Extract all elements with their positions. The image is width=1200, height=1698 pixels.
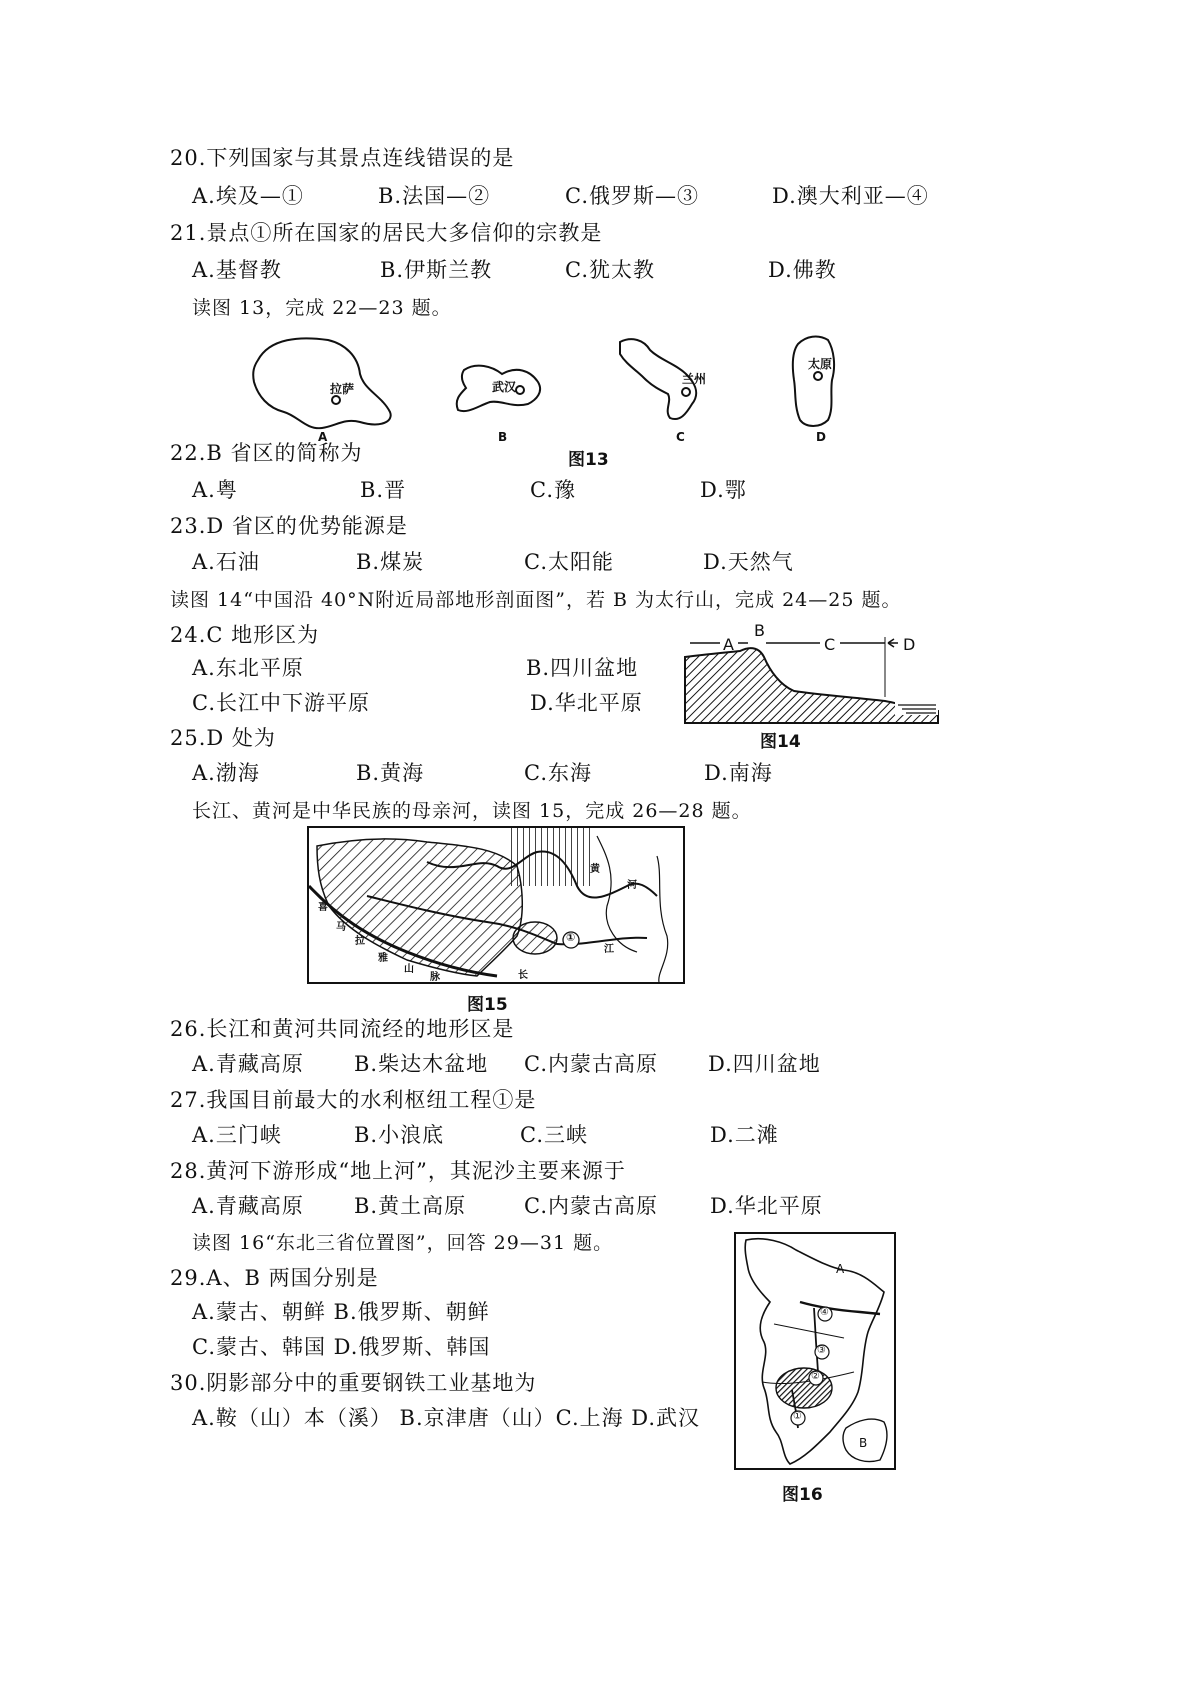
- map15-label-shan: 山: [404, 964, 414, 975]
- figure-13-caption: 图13: [568, 450, 609, 470]
- province-b-letter: B: [498, 430, 508, 444]
- q20-option-a: A.埃及—①: [192, 184, 304, 208]
- q24-option-d: D.华北平原: [530, 691, 643, 715]
- q28-option-c: C.内蒙古高原: [524, 1194, 658, 1218]
- q23-option-a: A.石油: [192, 550, 260, 574]
- q28-option-d: D.华北平原: [710, 1194, 823, 1218]
- map16-label-2: ②: [811, 1371, 820, 1382]
- q29-stem: 29.A、B 两国分别是: [170, 1266, 379, 1290]
- map15-label-ma: 马: [336, 922, 346, 933]
- figure-15-rivers-map: [307, 826, 685, 984]
- q23-option-c: C.太阳能: [524, 550, 614, 574]
- q23-option-d: D.天然气: [703, 550, 794, 574]
- figure-14-terrain-profile: [680, 615, 940, 725]
- province-d-city-label: 太原: [808, 357, 833, 371]
- q27-option-a: A.三门峡: [192, 1123, 282, 1147]
- q22-option-b: B.晋: [360, 478, 407, 502]
- q25-option-b: B.黄海: [356, 761, 425, 785]
- q20-stem: 20.下列国家与其景点连线错误的是: [170, 146, 515, 170]
- intro-fig16: 读图 16“东北三省位置图”，回答 29—31 题。: [192, 1232, 614, 1254]
- province-c-letter: C: [676, 430, 685, 444]
- map15-label-xi: 喜: [318, 902, 328, 913]
- profile-label-d: D: [903, 635, 916, 654]
- q25-stem: 25.D 处为: [170, 726, 276, 750]
- q27-stem: 27.我国目前最大的水利枢纽工程①是: [170, 1088, 537, 1112]
- province-d-letter: D: [816, 430, 826, 444]
- q22-stem: 22.B 省区的简称为: [170, 441, 363, 465]
- q20-option-c: C.俄罗斯—③: [565, 184, 699, 208]
- map15-label-jiang: 江: [604, 944, 614, 955]
- q25-option-c: C.东海: [524, 761, 592, 785]
- figure-16-northeast-map: [734, 1232, 896, 1470]
- q29-options-line-2: C.蒙古、韩国 D.俄罗斯、韩国: [192, 1335, 491, 1359]
- q24-option-b: B.四川盆地: [526, 656, 639, 680]
- q28-option-b: B.黄土高原: [354, 1194, 467, 1218]
- q24-option-a: A.东北平原: [192, 656, 304, 680]
- intro-fig14: 读图 14“中国沿 40°N附近局部地形剖面图”，若 B 为太行山，完成 24—25 题。: [170, 589, 902, 611]
- map15-label-he: 河: [627, 880, 637, 891]
- q30-options-line: A.鞍（山）本（溪） B.京津唐（山）C.上海 D.武汉: [192, 1406, 701, 1430]
- q26-option-b: B.柴达木盆地: [354, 1052, 489, 1076]
- q23-stem: 23.D 省区的优势能源是: [170, 514, 408, 538]
- figure-14-caption: 图14: [760, 732, 801, 752]
- q23-option-b: B.煤炭: [356, 550, 425, 574]
- q24-option-c: C.长江中下游平原: [192, 691, 370, 715]
- province-map-a: [253, 338, 390, 428]
- map16-label-a: A: [836, 1262, 845, 1276]
- q21-option-b: B.伊斯兰教: [380, 258, 493, 282]
- profile-label-a: A: [723, 635, 734, 654]
- map15-label-dam-1: ①: [566, 931, 576, 944]
- province-a-letter: A: [318, 430, 328, 444]
- q26-stem: 26.长江和黄河共同流经的地形区是: [170, 1017, 515, 1041]
- q28-option-a: A.青藏高原: [192, 1194, 304, 1218]
- q26-option-a: A.青藏高原: [192, 1052, 304, 1076]
- province-c-city-label: 兰州: [682, 372, 707, 386]
- intro-fig13: 读图 13，完成 22—23 题。: [192, 297, 452, 319]
- map15-label-la: 拉: [355, 936, 365, 947]
- q24-stem: 24.C 地形区为: [170, 623, 320, 647]
- profile-label-b: B: [754, 621, 765, 640]
- q21-option-d: D.佛教: [768, 258, 837, 282]
- q25-option-d: D.南海: [704, 761, 773, 785]
- q21-stem: 21.景点①所在国家的居民大多信仰的宗教是: [170, 221, 603, 245]
- q22-option-a: A.粤: [192, 478, 238, 502]
- map16-label-1: ①: [793, 1411, 802, 1422]
- q27-option-c: C.三峡: [520, 1123, 588, 1147]
- map15-label-ya: 雅: [378, 953, 388, 964]
- map16-label-3: ③: [817, 1345, 826, 1356]
- q29-options-line-1: A.蒙古、朝鲜 B.俄罗斯、朝鲜: [192, 1300, 490, 1324]
- q27-option-d: D.二滩: [710, 1123, 779, 1147]
- q25-option-a: A.渤海: [192, 761, 260, 785]
- figure-15-caption: 图15: [467, 995, 508, 1015]
- q26-option-c: C.内蒙古高原: [524, 1052, 658, 1076]
- map15-label-huang: 黄: [590, 864, 600, 875]
- figure-16-caption: 图16: [782, 1485, 823, 1505]
- province-map-d: [793, 337, 834, 426]
- q27-option-b: B.小浪底: [354, 1123, 445, 1147]
- q22-option-c: C.豫: [530, 478, 576, 502]
- q22-option-d: D.鄂: [700, 478, 747, 502]
- map15-label-chang: 长: [518, 970, 528, 981]
- map16-label-4: ④: [820, 1307, 829, 1318]
- q26-option-d: D.四川盆地: [708, 1052, 821, 1076]
- q21-option-c: C.犹太教: [565, 258, 655, 282]
- intro-fig15: 长江、黄河是中华民族的母亲河，读图 15，完成 26—28 题。: [192, 800, 752, 822]
- q21-option-a: A.基督教: [192, 258, 282, 282]
- profile-label-c: C: [824, 635, 836, 654]
- q28-stem: 28.黄河下游形成“地上河”，其泥沙主要来源于: [170, 1159, 626, 1183]
- q20-option-d: D.澳大利亚—④: [772, 184, 929, 208]
- map15-label-mai: 脉: [430, 972, 440, 983]
- q30-stem: 30.阴影部分中的重要钢铁工业基地为: [170, 1371, 537, 1395]
- province-a-city-label: 拉萨: [330, 382, 355, 396]
- q20-option-b: B.法国—②: [378, 184, 491, 208]
- province-b-city-label: 武汉: [492, 380, 517, 394]
- map16-label-b: B: [859, 1436, 868, 1450]
